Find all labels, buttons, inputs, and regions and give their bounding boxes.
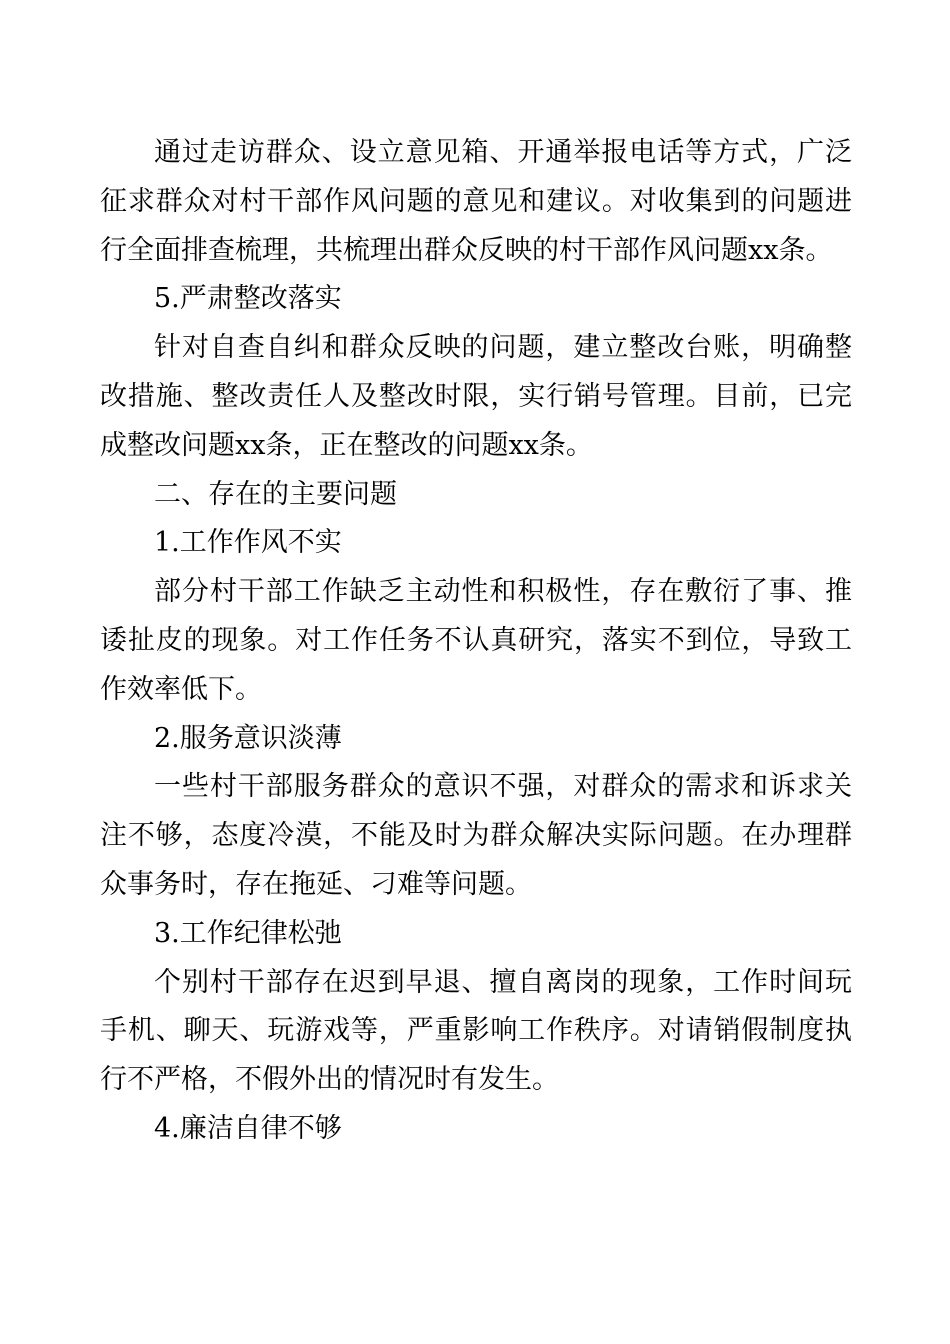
paragraph-work-discipline: 个别村干部存在迟到早退、擅自离岗的现象，工作时间玩手机、聊天、玩游戏等，严重影响工作秩序。对请销假制度执行不严格，不假外出的情况时有发生。 xyxy=(100,966,852,1096)
section-heading-service-awareness: 2.服务意识淡薄 xyxy=(154,722,342,754)
paragraph-work-style: 部分村干部工作缺乏主动性和积极性，存在敷衍了事、推诿扯皮的现象。对工作任务不认真研究，落实不到位，导致工作效率低下。 xyxy=(100,576,852,705)
section-heading-work-style: 1.工作作风不实 xyxy=(154,527,342,559)
section-heading-rectification: 5.严肃整改落实 xyxy=(154,283,342,315)
document-body xyxy=(100,129,852,1154)
paragraph-rectification: 针对自查自纠和群众反映的问题，建立整改台账，明确整改措施、整改责任人及整改时限，实行销号管理。目前，已完成整改问题xx条，正在整改的问题xx条。 xyxy=(100,332,852,461)
paragraph-service-awareness: 一些村干部服务群众的意识不强，对群众的需求和诉求关注不够，态度冷漠，不能及时为群众解决实际问题。在办理群众事务时，存在拖延、刁难等问题。 xyxy=(100,771,852,900)
paragraph-feedback-collection: 通过走访群众、设立意见箱、开通举报电话等方式，广泛征求群众对村干部作风问题的意见和建议。对收集到的问题进行全面排查梳理，共梳理出群众反映的村干部作风问题xx条。 xyxy=(100,137,852,266)
section-heading-integrity: 4.廉洁自律不够 xyxy=(154,1112,342,1144)
chapter-heading-main-problems: 二、存在的主要问题 xyxy=(154,478,397,510)
section-heading-work-discipline: 3.工作纪律松弛 xyxy=(154,917,342,949)
